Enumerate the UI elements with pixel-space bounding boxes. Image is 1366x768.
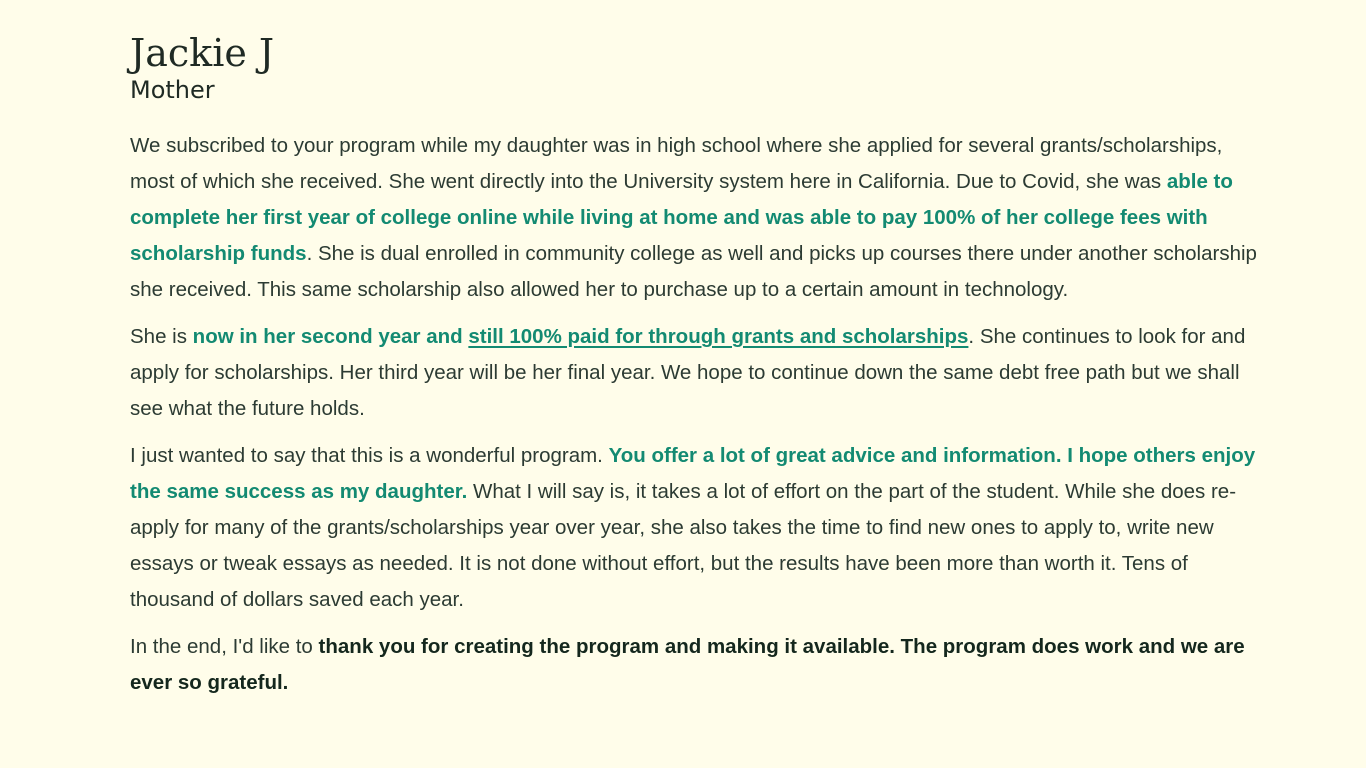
paragraph-3-text-end: What I will say is, it takes a lot of effort on the part of the student. While she does re-apply for many of the grants/scholarships year over year, she also takes the time to find new ones to apply to, write new essays or tweak essays as needed. It is not done without effort, but the results have been more than worth it. Tens of thousand of dollars saved each year. <box>130 480 1237 611</box>
paragraph-1-highlight: able to complete her first year of college online while living at home and was able to pay 100% of her college fees with scholarship funds <box>130 170 1233 265</box>
paragraph-3-text-start: I just wanted to say that this is a wonderful program. <box>130 444 609 467</box>
author-role: Mother <box>130 76 215 104</box>
author-name: Jackie J <box>130 31 275 75</box>
paragraph-4 <box>130 629 1266 701</box>
paragraph-1 <box>130 128 1266 308</box>
paragraph-2 <box>130 319 1266 427</box>
testimonial-body <box>130 128 1266 701</box>
paragraph-1-text-start: We subscribed to your program while my daughter was in high school where she applied for several grants/scholarships, most of which she received. She went directly into the University system here in California. Due to Covid, she was <box>130 134 1223 193</box>
paragraph-4-text-start: In the end, I'd like to <box>130 635 319 658</box>
paragraph-2-text-start: She is <box>130 325 193 348</box>
paragraph-3-highlight: You offer a lot of great advice and information. I hope others enjoy the same success as my daughter. <box>130 444 1256 503</box>
paragraph-2-highlight: now in her second year and <box>192 325 469 348</box>
paragraph-2-highlight-underlined: still 100% paid for through grants and scholarships <box>468 325 969 348</box>
paragraph-3 <box>130 438 1266 618</box>
paragraph-1-text-end: . She is dual enrolled in community college as well and picks up courses there under another scholarship she received. This same scholarship also allowed her to purchase up to a certain amount in technology. <box>130 242 1257 301</box>
paragraph-4-bold: thank you for creating the program and making it available. The program does work and we are ever so grateful. <box>130 635 1245 694</box>
paragraph-2-text-end: . She continues to look for and apply for scholarships. Her third year will be her final year. We hope to continue down the same debt free path but we shall see what the future holds. <box>130 325 1246 420</box>
testimonial <box>130 30 1266 712</box>
